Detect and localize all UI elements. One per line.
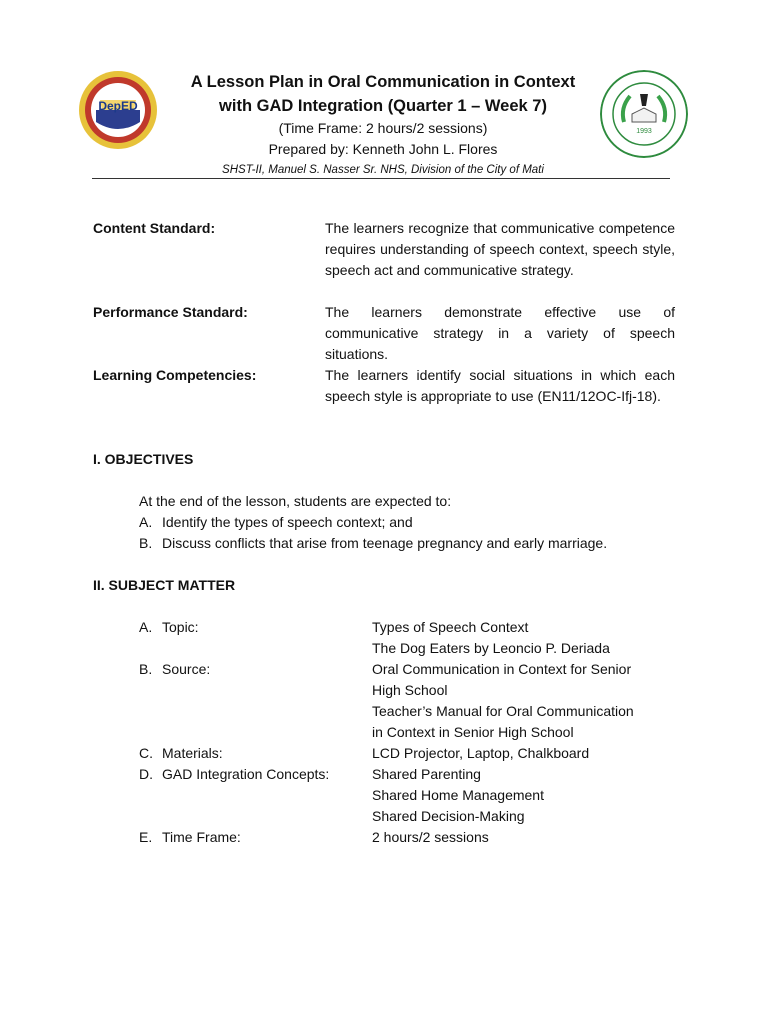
subject-matter-heading: II. SUBJECT MATTER bbox=[93, 577, 236, 593]
document-header bbox=[160, 70, 606, 180]
list-marker: D. bbox=[139, 766, 153, 782]
content-standard-text: The learners recognize that communicative competence requires understanding of speech context, speech style, speech act and communicative strategy. bbox=[325, 220, 675, 278]
objective-item bbox=[139, 533, 607, 554]
subject-row-value: The Dog Eaters by Leoncio P. Deriada bbox=[372, 640, 610, 656]
subject-row-label: GAD Integration Concepts: bbox=[162, 766, 330, 782]
subject-row-label: Materials: bbox=[162, 745, 223, 761]
list-marker: B. bbox=[139, 661, 153, 677]
learning-competencies-text: The learners identify social situations in which each speech style is appropriate to use (EN11/12OC-Ifj-18). bbox=[325, 367, 675, 404]
title-line-2: with GAD Integration (Quarter 1 – Week 7) bbox=[219, 97, 547, 115]
subject-row-value: LCD Projector, Laptop, Chalkboard bbox=[372, 745, 590, 761]
list-marker: A. bbox=[139, 514, 153, 530]
subject-row-label: Topic: bbox=[162, 619, 199, 635]
performance-standard-text: The learners demonstrate effective use of communicative strategy in a variety of speech situations. bbox=[325, 304, 675, 362]
subject-row-value: Oral Communication in Context for Senior bbox=[372, 661, 632, 677]
learning-competencies-label: Learning Competencies: bbox=[93, 367, 257, 383]
subject-row-label: Source: bbox=[162, 661, 211, 677]
performance-standard-label: Performance Standard: bbox=[93, 304, 248, 320]
affiliation-line: SHST-II, Manuel S. Nasser Sr. NHS, Division of the City of Mati bbox=[222, 164, 544, 176]
subject-row-label: Time Frame: bbox=[162, 829, 241, 845]
list-marker: A. bbox=[139, 619, 153, 635]
subject-row-value: 2 hours/2 sessions bbox=[372, 829, 489, 845]
list-marker: E. bbox=[139, 829, 153, 845]
subject-row-value: Teacher’s Manual for Oral Communication bbox=[372, 703, 634, 719]
objective-text: Discuss conflicts that arise from teenage pregnancy and early marriage. bbox=[162, 535, 608, 551]
subject-row-value: Shared Home Management bbox=[372, 787, 544, 803]
subject-row-value: High School bbox=[372, 682, 448, 698]
deped-seal-logo bbox=[78, 70, 158, 150]
objectives-heading: I. OBJECTIVES bbox=[93, 451, 194, 467]
school-seal-logo bbox=[600, 70, 688, 158]
objectives-intro: At the end of the lesson, students are expected to: bbox=[139, 493, 452, 509]
time-frame-line: (Time Frame: 2 hours/2 sessions) bbox=[278, 120, 488, 136]
objective-item bbox=[139, 512, 413, 533]
subject-row-value: Shared Parenting bbox=[372, 766, 481, 782]
subject-row-value: in Context in Senior High School bbox=[372, 724, 574, 740]
header-divider bbox=[92, 178, 670, 179]
school-logo-year: 1993 bbox=[636, 128, 652, 135]
list-marker: B. bbox=[139, 535, 153, 551]
content-standard-label: Content Standard: bbox=[93, 220, 216, 236]
subject-row-value: Types of Speech Context bbox=[372, 619, 529, 635]
title-line-1: A Lesson Plan in Oral Communication in Context bbox=[190, 73, 576, 91]
subject-row-value: Shared Decision-Making bbox=[372, 808, 525, 824]
list-marker: C. bbox=[139, 745, 153, 761]
prepared-by-line: Prepared by: Kenneth John L. Flores bbox=[268, 141, 498, 157]
deped-logo-text: DepED bbox=[98, 99, 138, 113]
objective-text: Identify the types of speech context; and bbox=[162, 514, 413, 530]
